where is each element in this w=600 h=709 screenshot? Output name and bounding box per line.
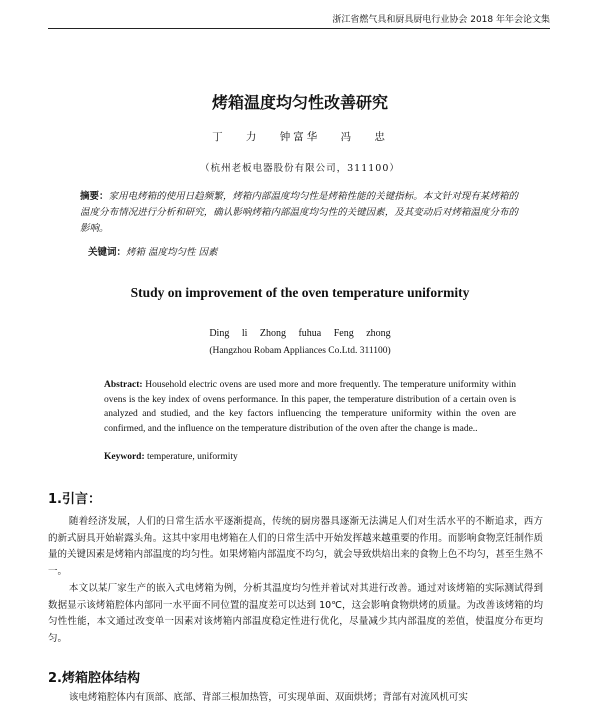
- running-header: 浙江省燃气具和厨具厨电行业协会 2018 年年会论文集: [48, 14, 550, 29]
- keywords-label-chinese: 关键词：: [88, 247, 127, 258]
- affiliation-chinese: （杭州老板电器股份有限公司，311100）: [200, 163, 400, 174]
- keywords-english: [104, 452, 516, 462]
- body-paragraph: 本文以某厂家生产的嵌入式电烤箱为例，分析其温度均匀性并着试对其进行改善。通过对该烤箱的实际测试得到数据显示该烤箱腔体内部同一水平面不同位置的温度差可以达到 10℃，这会影响食物烘烤的质量。为改善该烤箱的均匀性性能，本文通过改变单一因素对该烤箱内部温度稳定性进行优化，尽量减少其内部温度的差值，使温度分布更均匀。: [48, 583, 543, 644]
- authors-chinese: 丁 力 钟富华 冯 忠: [212, 131, 388, 143]
- paper-title-chinese: 烤箱温度均匀性改善研究: [211, 93, 388, 112]
- keywords-label-english: Keyword:: [104, 452, 145, 462]
- abstract-text-chinese: 家用电烤箱的使用日趋频繁，烤箱内部温度均匀性是烤箱性能的关键指标。本文针对现有某烤箱的温度分布情况进行分析和研究，确认影响烤箱内部温度均匀性的关键因素，及其变动后对烤箱温度分布的影响。: [80, 191, 518, 234]
- abstract-label-english: Abstract:: [104, 380, 143, 390]
- body-paragraph: 该电烤箱腔体内有顶部、底部、背部三根加热管，可实现单面、双面烘烤；背部有对流风机可实: [68, 692, 468, 703]
- keywords-text-chinese: 烤箱 温度均匀性 因素: [126, 247, 218, 258]
- section-heading-introduction: 1.引言：: [48, 492, 101, 507]
- keywords-chinese: [88, 246, 518, 260]
- abstract-chinese: [80, 189, 518, 237]
- abstract-label-chinese: 摘要：: [80, 191, 109, 202]
- abstract-text-english: Household electric ovens are used more and more frequently. The temperature uniformity within ovens is the key index of ovens performance. In this paper, the temperature distribution of a certain oven is analyzed and studied, and the key factors influencing the temperature uniformity within the oven are confirmed, and the influence on the temperature distribution of the oven after the change is made..: [104, 380, 517, 434]
- affiliation-english: (Hangzhou Robam Appliances Co.Ltd. 311100): [209, 346, 391, 356]
- body-paragraph: 随着经济发展，人们的日常生活水平逐渐提高，传统的厨房器具逐渐无法满足人们对生活水平的不断追求，西方的新式厨具开始崭露头角。这其中家用电烤箱在人们的日常生活中开始发挥越来越重要的作用。而影响食物烹饪制作质量的关键因素是烤箱内部温度的均匀性。如果烤箱内部温度不均匀，就会导致烘焙出来的食物上色不均匀，甚至生熟不一。: [48, 516, 543, 577]
- authors-english: Ding li Zhong fuhua Feng zhong: [209, 328, 391, 339]
- paper-title-english: Study on improvement of the oven temperature uniformity: [130, 285, 470, 300]
- abstract-english: [104, 378, 516, 436]
- keywords-text-english: temperature, uniformity: [147, 452, 238, 462]
- section-heading-oven-structure: 2.烤箱腔体结构: [48, 671, 140, 686]
